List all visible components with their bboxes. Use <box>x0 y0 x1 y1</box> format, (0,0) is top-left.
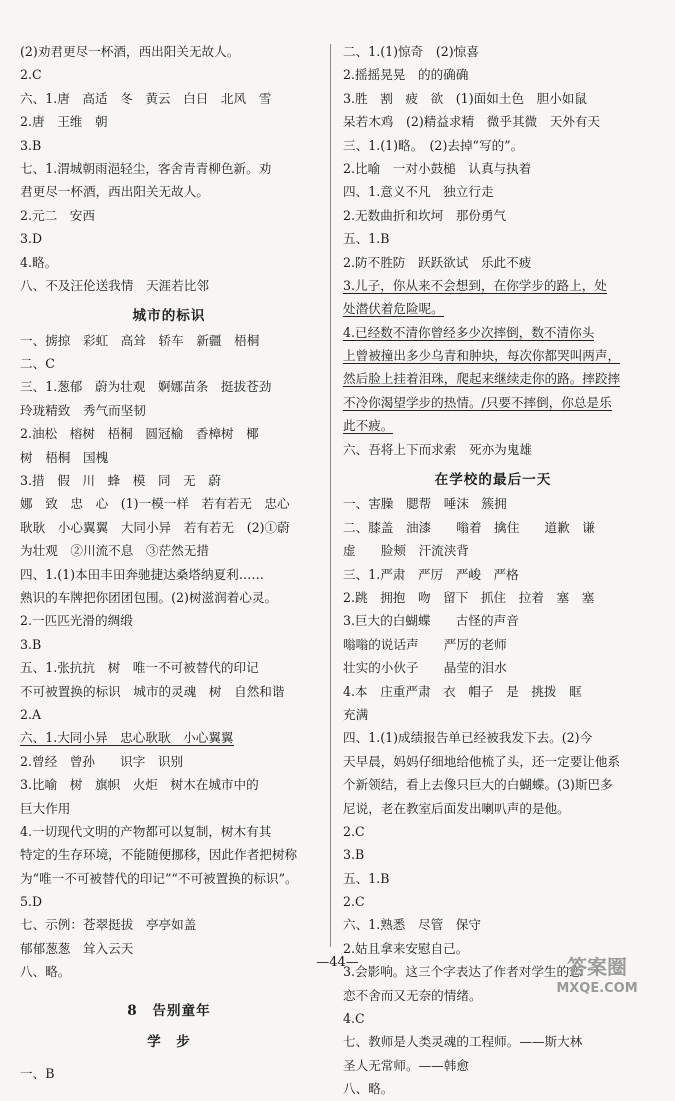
answer-line <box>343 1077 643 1100</box>
answer-line <box>343 726 643 749</box>
answer-line <box>343 1007 643 1030</box>
answer-line <box>20 773 318 796</box>
answer-line <box>343 867 643 890</box>
answer-line <box>343 438 643 461</box>
answer-line <box>20 867 318 890</box>
right-column <box>343 40 643 1101</box>
answer-line <box>343 820 643 843</box>
left-line-text: 郁郁葱葱 耸入云天 <box>20 940 134 956</box>
answer-line <box>20 586 318 609</box>
left-line-text: 七、示例：苍翠挺拔 亭亭如盖 <box>20 917 197 933</box>
left-line-text: 不可被置换的标识 城市的灵魂 树 自然和谐 <box>20 683 285 699</box>
right-line-text: 五、1.B <box>343 231 390 247</box>
answer-line <box>20 609 318 632</box>
left-line-text: 六、1.唐 高适 冬 黄云 白日 北风 雪 <box>20 90 272 106</box>
left-line-text: 2.曾经 曾孙 识字 识别 <box>20 753 184 769</box>
right-line-text: 2.比喻 一对小鼓槌 认真与执着 <box>343 160 532 176</box>
right-line-text: 3.胜 割 疲 欲 (1)面如土色 胆小如鼠 <box>343 90 587 106</box>
spacer <box>343 461 643 469</box>
left-line-text: 熟识的车牌把你团团包围。(2)树滋润着心灵。 <box>20 589 278 605</box>
answer-line <box>20 134 318 157</box>
right-line-text: 3.儿子，你从来不会想到，在你学步的路上，处 <box>343 277 607 293</box>
right-line-text: 2.摇摇晃晃 的的确确 <box>343 67 469 83</box>
right-line-text: 不冷你渴望学步的热情。/只要不摔倒，你总是乐 <box>343 394 612 410</box>
right-line-text: 嗡嗡的说话声 严厉的老师 <box>343 636 507 652</box>
right-line-text: 在学校的最后一天 <box>434 472 552 489</box>
answer-line <box>343 773 643 796</box>
right-line-text: 2.防不胜防 跃跃欲试 乐此不疲 <box>343 254 532 270</box>
section-heading <box>343 469 643 492</box>
answer-line <box>343 586 643 609</box>
answer-line <box>20 87 318 110</box>
answer-line <box>20 820 318 843</box>
left-line-text: 3.措 假 川 蜂 模 同 无 蔚 <box>20 473 221 489</box>
watermark-logo <box>527 950 667 998</box>
left-line-text: 六、1.大同小异 忠心耿耿 小心翼翼 <box>20 730 234 746</box>
answer-line <box>343 367 643 390</box>
answer-line <box>343 40 643 63</box>
spacer <box>20 297 318 305</box>
answer-line <box>343 703 643 726</box>
answer-line <box>343 609 643 632</box>
answer-line <box>20 251 318 274</box>
right-line-text: 2.跳 拥抱 吻 留下 抓住 拉着 塞 塞 <box>343 589 595 605</box>
left-line-text: 3.B <box>20 636 42 652</box>
left-line-text: 七、1.渭城朝雨浥轻尘，客舍青青柳色新。劝 <box>20 160 272 176</box>
answer-line <box>20 157 318 180</box>
right-line-text: 恋不舍而又无奈的情绪。 <box>343 987 482 1003</box>
right-line-text: 2.C <box>343 894 365 910</box>
column-divider <box>330 44 331 947</box>
left-line-text: (2)劝君更尽一杯酒，西出阳关无故人。 <box>20 44 240 59</box>
answer-line <box>20 797 318 820</box>
answer-line <box>343 633 643 656</box>
answer-line <box>20 375 318 398</box>
right-line-text: 4.已经数不清你曾经多少次摔倒，数不清你头 <box>343 324 595 340</box>
right-line-text: 四、1.意义不凡 独立行走 <box>343 184 494 200</box>
answer-line <box>343 110 643 133</box>
answer-line <box>20 539 318 562</box>
right-line-text: 一、害臊 腮帮 唾沫 簇拥 <box>343 496 507 512</box>
right-line-text: 个新领结，看上去像只巨大的白蝴蝶。(3)斯巴多 <box>343 777 613 793</box>
answer-line <box>343 539 643 562</box>
left-line-text: 一、B <box>20 1066 55 1082</box>
answer-line <box>20 726 318 749</box>
left-line-text: 玲珑精致 秀气而坚韧 <box>20 402 146 418</box>
answer-line <box>343 134 643 157</box>
answer-line <box>343 204 643 227</box>
answer-line <box>343 157 643 180</box>
answer-line <box>20 274 318 297</box>
answer-line <box>343 516 643 539</box>
left-line-text: 3.B <box>20 137 42 153</box>
left-line-text: 2.一匹匹光滑的绸缎 <box>20 613 133 629</box>
answer-line <box>20 516 318 539</box>
left-line-text: 八、略。 <box>20 964 71 980</box>
left-line-text: 耿耿 小心翼翼 大同小异 若有若无 (2)①蔚 <box>20 519 290 535</box>
answer-line <box>20 40 318 63</box>
answer-line <box>20 399 318 422</box>
answer-line <box>343 563 643 586</box>
right-line-text: 壮实的小伙子 晶莹的泪水 <box>343 660 507 676</box>
left-line-text: 为壮观 ②川流不息 ③茫然无措 <box>20 543 209 559</box>
answer-line <box>343 87 643 110</box>
right-line-text: 二、1.(1)惊奇 (2)惊喜 <box>343 44 479 59</box>
answer-line <box>343 297 643 320</box>
left-line-text: 为“唯一不可被替代的印记”“不可被置换的标识”。 <box>20 870 298 886</box>
answer-line <box>343 344 643 367</box>
left-line-text: 二、C <box>20 356 55 372</box>
right-line-text: 五、1.B <box>343 870 390 886</box>
left-line-text: 一、掳掠 彩虹 高耸 轿车 新疆 梧桐 <box>20 332 260 348</box>
answer-line <box>20 913 318 936</box>
answer-line <box>20 563 318 586</box>
answer-line <box>343 274 643 297</box>
left-line-text: 城市的标识 <box>132 308 206 325</box>
answer-line <box>20 227 318 250</box>
answer-line <box>20 63 318 86</box>
answer-line <box>343 843 643 866</box>
right-line-text: 充满 <box>343 706 369 722</box>
left-line-text: 2.C <box>20 67 42 83</box>
left-line-text: 3.D <box>20 231 43 247</box>
page-number: —44— <box>316 955 359 970</box>
left-line-text: 2.油松 榕树 梧桐 圆冠榆 香樟树 椰 <box>20 426 259 442</box>
left-line-text: 巨大作用 <box>20 800 71 816</box>
right-line-text: 虚 脸颊 汗流浃背 <box>343 543 469 559</box>
answer-line <box>20 656 318 679</box>
left-column <box>20 40 318 1086</box>
answer-line <box>20 750 318 773</box>
left-line-text: 4.一切现代文明的产物都可以复制，树木有其 <box>20 823 272 839</box>
answer-line <box>20 680 318 703</box>
answer-line <box>20 110 318 133</box>
left-line-text: 2.A <box>20 706 42 722</box>
section-heading <box>20 305 318 328</box>
answer-line <box>343 680 643 703</box>
right-line-text: 六、1.熟悉 尽管 保守 <box>343 917 481 933</box>
right-line-text: 七、教师是人类灵魂的工程师。——斯大林 <box>343 1034 583 1050</box>
answer-line <box>343 391 643 414</box>
answer-line <box>20 329 318 352</box>
answer-line <box>343 890 643 913</box>
left-line-text: 八、不及汪伦送我情 天涯若比邻 <box>20 277 209 293</box>
right-line-text: 三、1.(1)略。 (2)去掉“写的”。 <box>343 137 524 153</box>
right-line-text: 4.C <box>343 1011 365 1027</box>
answer-line <box>20 446 318 469</box>
spacer <box>20 984 318 1000</box>
answer-line <box>343 227 643 250</box>
answer-line <box>343 492 643 515</box>
left-line-text: 3.比喻 树 旗帜 火炬 树木在城市中的 <box>20 777 259 793</box>
right-line-text: 此不疲。 <box>343 418 394 434</box>
left-line-text: 树 梧桐 国槐 <box>20 449 109 465</box>
left-line-text: 五、1.张抗抗 树 唯一不可被替代的印记 <box>20 660 259 676</box>
right-line-text: 2.C <box>343 823 365 839</box>
right-line-text: 八、略。 <box>343 1081 394 1097</box>
answer-line <box>20 492 318 515</box>
answer-line <box>343 63 643 86</box>
answer-line <box>343 1030 643 1053</box>
answer-line <box>343 797 643 820</box>
spacer <box>20 1023 318 1031</box>
watermark-line1: 答案圈 <box>567 955 627 979</box>
answer-line <box>20 1062 318 1085</box>
right-line-text: 2.姑且拿来安慰自己。 <box>343 940 469 956</box>
left-line-text: 学 步 <box>147 1034 191 1051</box>
left-line-text: 四、1.(1)本田丰田奔驰捷达桑塔纳夏利…… <box>20 566 264 582</box>
answer-line <box>20 890 318 913</box>
right-line-text: 4.本 庄重严肃 衣 帽子 是 挑拨 眶 <box>343 683 582 699</box>
answer-line <box>20 633 318 656</box>
left-line-text: 2.元二 安西 <box>20 207 95 223</box>
right-line-text: 处潜伏着危险呢。 <box>343 301 444 317</box>
answer-line <box>20 180 318 203</box>
left-line-text: 君更尽一杯酒，西出阳关无故人。 <box>20 184 209 200</box>
answer-line <box>20 352 318 375</box>
right-line-text: 3.巨大的白蝴蝶 古怪的声音 <box>343 613 519 629</box>
right-line-text: 尼说，老在教室后面发出喇叭声的是他。 <box>343 800 570 816</box>
answer-line <box>343 180 643 203</box>
right-line-text: 2.无数曲折和坎坷 那份勇气 <box>343 207 507 223</box>
right-line-text: 3.B <box>343 847 365 863</box>
answer-line <box>20 703 318 726</box>
left-line-text: 特定的生存环境，不能随便挪移，因此作者把树称 <box>20 847 298 863</box>
right-line-text: 3.会影响。这三个字表达了作者对学生的恋 <box>343 964 582 980</box>
section-heading <box>20 1031 318 1054</box>
answer-line <box>343 656 643 679</box>
left-line-text: 4.略。 <box>20 254 58 270</box>
left-line-text: 8 告别童年 <box>127 1002 211 1019</box>
left-line-text: 三、1.葱郁 蔚为壮观 婀娜苗条 挺拔苍劲 <box>20 379 272 395</box>
right-line-text: 圣人无常师。——韩愈 <box>343 1057 469 1073</box>
answer-line <box>20 469 318 492</box>
left-line-text: 娜 致 忠 心 (1)一模一样 若有若无 忠心 <box>20 496 290 512</box>
left-line-text: 2.唐 王维 朝 <box>20 114 108 130</box>
answer-line <box>20 422 318 445</box>
answer-line <box>343 913 643 936</box>
answer-line <box>343 1054 643 1077</box>
right-line-text: 上曾被撞出多少乌青和肿块，每次你都哭叫两声， <box>343 348 621 364</box>
right-line-text: 呆若木鸡 (2)精益求精 微乎其微 天外有天 <box>343 114 601 130</box>
right-line-text: 然后脸上挂着泪珠，爬起来继续走你的路。摔跤摔 <box>343 371 621 387</box>
right-line-text: 天早晨，妈妈仔细地给他梳了头，还一定要让他系 <box>343 753 621 769</box>
watermark-line2: MXQE.COM <box>556 981 638 996</box>
answer-line <box>343 321 643 344</box>
answer-line <box>343 414 643 437</box>
left-line-text: 5.D <box>20 894 43 910</box>
right-line-text: 四、1.(1)成绩报告单已经被我发下去。(2)今 <box>343 730 593 746</box>
right-line-text: 三、1.严肃 严厉 严峻 严格 <box>343 566 519 582</box>
answer-line <box>20 204 318 227</box>
answer-line <box>20 843 318 866</box>
right-line-text: 二、膝盖 油漆 嗡着 擒住 道歉 谦 <box>343 519 595 535</box>
answer-line <box>343 750 643 773</box>
spacer <box>20 1054 318 1062</box>
section-heading <box>20 1000 318 1023</box>
answer-line <box>343 251 643 274</box>
right-line-text: 六、吾将上下而求索 死亦为鬼雄 <box>343 441 532 457</box>
